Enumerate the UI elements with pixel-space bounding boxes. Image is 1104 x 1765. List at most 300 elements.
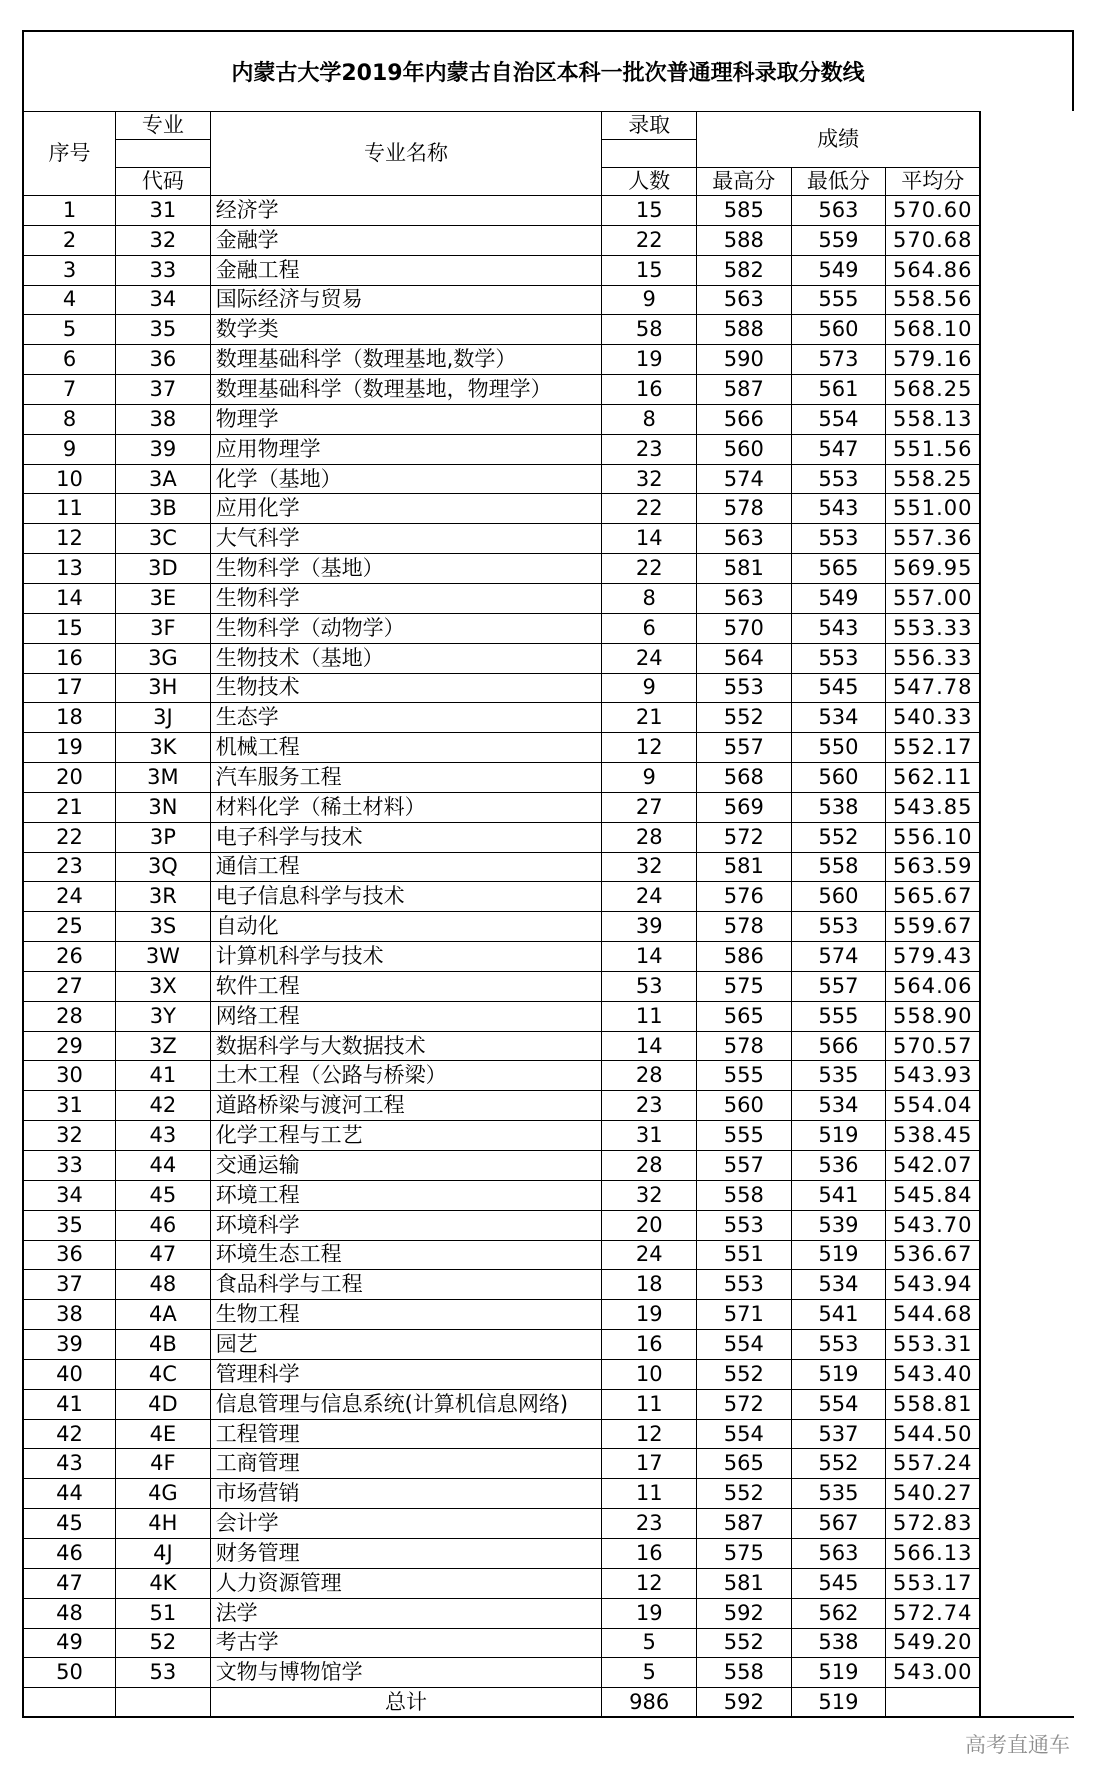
row-code: 3P (116, 822, 211, 852)
row-avg: 554.04 (886, 1091, 981, 1121)
header-major-top: 专业 (116, 112, 211, 140)
row-seq: 25 (23, 912, 116, 942)
total-code-blank (116, 1688, 211, 1718)
row-seq: 10 (23, 464, 116, 494)
row-code: 3Y (116, 1001, 211, 1031)
row-count: 9 (602, 673, 697, 703)
total-avg (886, 1688, 981, 1718)
table-title-text: 内蒙古大学2019年内蒙古自治区本科一批次普通理科录取分数线 (231, 61, 865, 86)
row-count: 16 (602, 1538, 697, 1568)
row-count: 58 (602, 315, 697, 345)
header-admit-top: 录取 (602, 112, 697, 140)
row-count: 27 (602, 792, 697, 822)
row-count: 28 (602, 822, 697, 852)
table-row (23, 315, 1074, 345)
row-seq: 46 (23, 1538, 116, 1568)
row-max: 552 (697, 1359, 792, 1389)
table-row (23, 763, 1074, 793)
row-count: 11 (602, 1001, 697, 1031)
row-seq: 29 (23, 1031, 116, 1061)
row-seq: 1 (23, 196, 116, 226)
row-avg: 572.83 (886, 1509, 981, 1539)
table-row (23, 1151, 1074, 1181)
row-seq: 36 (23, 1240, 116, 1270)
row-max: 555 (697, 1061, 792, 1091)
row-min: 545 (791, 1568, 886, 1598)
row-seq: 7 (23, 375, 116, 405)
row-min: 553 (791, 464, 886, 494)
header-admit-bottom: 人数 (602, 168, 697, 196)
table-row (23, 822, 1074, 852)
row-max: 560 (697, 434, 792, 464)
row-major-name: 环境科学 (210, 1210, 602, 1240)
row-count: 23 (602, 1091, 697, 1121)
table-row (23, 1091, 1074, 1121)
row-major-name: 生物技术 (210, 673, 602, 703)
row-major-name: 数据科学与大数据技术 (210, 1031, 602, 1061)
row-count: 23 (602, 1509, 697, 1539)
table-row (23, 464, 1074, 494)
row-max: 568 (697, 763, 792, 793)
row-min: 541 (791, 1300, 886, 1330)
row-avg: 544.68 (886, 1300, 981, 1330)
row-seq: 23 (23, 852, 116, 882)
row-min: 562 (791, 1598, 886, 1628)
row-major-name: 应用化学 (210, 494, 602, 524)
table-row (23, 404, 1074, 434)
table-row (23, 1568, 1074, 1598)
row-major-name: 大气科学 (210, 524, 602, 554)
row-code: 36 (116, 345, 211, 375)
row-count: 23 (602, 434, 697, 464)
row-code: 4K (116, 1568, 211, 1598)
row-max: 554 (697, 1330, 792, 1360)
row-min: 538 (791, 1628, 886, 1658)
row-major-name: 国际经济与贸易 (210, 285, 602, 315)
row-avg: 572.74 (886, 1598, 981, 1628)
total-seq-blank (23, 1688, 116, 1718)
row-max: 590 (697, 345, 792, 375)
row-avg: 543.40 (886, 1359, 981, 1389)
row-max: 563 (697, 583, 792, 613)
row-count: 18 (602, 1270, 697, 1300)
row-seq: 48 (23, 1598, 116, 1628)
row-major-name: 通信工程 (210, 852, 602, 882)
table-row (23, 1210, 1074, 1240)
row-max: 565 (697, 1001, 792, 1031)
row-seq: 6 (23, 345, 116, 375)
row-seq: 24 (23, 882, 116, 912)
row-avg: 552.17 (886, 733, 981, 763)
row-min: 563 (791, 1538, 886, 1568)
row-max: 569 (697, 792, 792, 822)
table-row (23, 434, 1074, 464)
row-code: 41 (116, 1061, 211, 1091)
row-avg: 559.67 (886, 912, 981, 942)
row-code: 3M (116, 763, 211, 793)
row-max: 565 (697, 1449, 792, 1479)
row-count: 28 (602, 1151, 697, 1181)
row-min: 553 (791, 524, 886, 554)
row-avg: 543.93 (886, 1061, 981, 1091)
table-row (23, 285, 1074, 315)
row-major-name: 生物技术（基地） (210, 643, 602, 673)
row-major-name: 会计学 (210, 1509, 602, 1539)
row-code: 47 (116, 1240, 211, 1270)
row-major-name: 交通运输 (210, 1151, 602, 1181)
row-max: 586 (697, 942, 792, 972)
row-major-name: 机械工程 (210, 733, 602, 763)
row-max: 564 (697, 643, 792, 673)
row-min: 550 (791, 733, 886, 763)
row-avg: 558.81 (886, 1389, 981, 1419)
row-count: 24 (602, 643, 697, 673)
row-avg: 570.60 (886, 196, 981, 226)
table-row (23, 1330, 1074, 1360)
row-count: 11 (602, 1479, 697, 1509)
row-avg: 564.06 (886, 971, 981, 1001)
row-code: 3S (116, 912, 211, 942)
row-count: 19 (602, 1300, 697, 1330)
row-min: 545 (791, 673, 886, 703)
row-major-name: 应用物理学 (210, 434, 602, 464)
row-max: 554 (697, 1419, 792, 1449)
row-min: 574 (791, 942, 886, 972)
row-seq: 18 (23, 703, 116, 733)
table-row (23, 1300, 1074, 1330)
row-seq: 32 (23, 1121, 116, 1151)
watermark: 高考直通车 (965, 1733, 1070, 1757)
row-max: 551 (697, 1240, 792, 1270)
row-max: 563 (697, 524, 792, 554)
row-max: 560 (697, 1091, 792, 1121)
row-min: 552 (791, 822, 886, 852)
row-major-name: 环境生态工程 (210, 1240, 602, 1270)
row-avg: 536.67 (886, 1240, 981, 1270)
row-seq: 45 (23, 1509, 116, 1539)
row-seq: 47 (23, 1568, 116, 1598)
header-min: 最低分 (791, 168, 886, 196)
row-seq: 15 (23, 613, 116, 643)
row-max: 578 (697, 912, 792, 942)
row-avg: 579.43 (886, 942, 981, 972)
row-code: 3J (116, 703, 211, 733)
row-count: 16 (602, 375, 697, 405)
row-count: 14 (602, 524, 697, 554)
row-min: 547 (791, 434, 886, 464)
row-seq: 41 (23, 1389, 116, 1419)
row-min: 552 (791, 1449, 886, 1479)
row-code: 3Q (116, 852, 211, 882)
row-code: 3Z (116, 1031, 211, 1061)
table-row (23, 1061, 1074, 1091)
row-major-name: 汽车服务工程 (210, 763, 602, 793)
row-min: 557 (791, 971, 886, 1001)
row-seq: 13 (23, 554, 116, 584)
row-seq: 5 (23, 315, 116, 345)
row-avg: 551.00 (886, 494, 981, 524)
row-code: 3K (116, 733, 211, 763)
table-row (23, 345, 1074, 375)
table-row (23, 583, 1074, 613)
table-row (23, 1419, 1074, 1449)
row-count: 15 (602, 255, 697, 285)
row-min: 519 (791, 1240, 886, 1270)
row-min: 535 (791, 1479, 886, 1509)
row-code: 45 (116, 1180, 211, 1210)
table-row (23, 1001, 1074, 1031)
row-major-name: 市场营销 (210, 1479, 602, 1509)
table-header (23, 112, 1074, 196)
row-avg: 562.11 (886, 763, 981, 793)
row-min: 553 (791, 1330, 886, 1360)
row-code: 4J (116, 1538, 211, 1568)
row-count: 14 (602, 1031, 697, 1061)
row-avg: 557.24 (886, 1449, 981, 1479)
row-count: 12 (602, 1568, 697, 1598)
row-avg: 558.90 (886, 1001, 981, 1031)
row-min: 535 (791, 1061, 886, 1091)
row-avg: 565.67 (886, 882, 981, 912)
row-count: 31 (602, 1121, 697, 1151)
table-row (23, 792, 1074, 822)
row-avg: 556.33 (886, 643, 981, 673)
row-major-name: 生物科学（基地） (210, 554, 602, 584)
row-major-name: 电子信息科学与技术 (210, 882, 602, 912)
row-seq: 14 (23, 583, 116, 613)
row-max: 552 (697, 1628, 792, 1658)
row-seq: 40 (23, 1359, 116, 1389)
row-max: 572 (697, 1389, 792, 1419)
row-min: 534 (791, 1270, 886, 1300)
row-code: 3A (116, 464, 211, 494)
admission-score-sheet (22, 30, 1074, 1718)
table-row (23, 613, 1074, 643)
row-avg: 538.45 (886, 1121, 981, 1151)
row-major-name: 计算机科学与技术 (210, 942, 602, 972)
row-code: 3D (116, 554, 211, 584)
row-max: 572 (697, 822, 792, 852)
row-max: 588 (697, 225, 792, 255)
row-major-name: 经济学 (210, 196, 602, 226)
table-row (23, 673, 1074, 703)
row-code: 3B (116, 494, 211, 524)
row-count: 16 (602, 1330, 697, 1360)
row-count: 32 (602, 852, 697, 882)
row-code: 44 (116, 1151, 211, 1181)
row-major-name: 管理科学 (210, 1359, 602, 1389)
row-avg: 540.27 (886, 1479, 981, 1509)
table-row (23, 1628, 1074, 1658)
row-code: 4D (116, 1389, 211, 1419)
total-label: 总计 (210, 1688, 602, 1718)
table-row (23, 882, 1074, 912)
row-avg: 542.07 (886, 1151, 981, 1181)
row-code: 3C (116, 524, 211, 554)
row-code: 4C (116, 1359, 211, 1389)
row-min: 565 (791, 554, 886, 584)
row-code: 4E (116, 1419, 211, 1449)
row-major-name: 考古学 (210, 1628, 602, 1658)
row-avg: 566.13 (886, 1538, 981, 1568)
row-seq: 35 (23, 1210, 116, 1240)
row-min: 538 (791, 792, 886, 822)
row-code: 31 (116, 196, 211, 226)
row-count: 19 (602, 345, 697, 375)
row-count: 10 (602, 1359, 697, 1389)
row-max: 566 (697, 404, 792, 434)
row-max: 553 (697, 673, 792, 703)
row-avg: 545.84 (886, 1180, 981, 1210)
row-min: 554 (791, 404, 886, 434)
table-row (23, 196, 1074, 226)
row-code: 42 (116, 1091, 211, 1121)
row-avg: 543.70 (886, 1210, 981, 1240)
row-min: 573 (791, 345, 886, 375)
row-code: 32 (116, 225, 211, 255)
row-max: 557 (697, 1151, 792, 1181)
row-count: 8 (602, 583, 697, 613)
row-major-name: 环境工程 (210, 1180, 602, 1210)
row-count: 9 (602, 763, 697, 793)
row-major-name: 数理基础科学（数理基地,数学） (210, 345, 602, 375)
row-max: 558 (697, 1180, 792, 1210)
table-row (23, 1509, 1074, 1539)
row-max: 585 (697, 196, 792, 226)
row-count: 28 (602, 1061, 697, 1091)
row-avg: 557.36 (886, 524, 981, 554)
row-min: 549 (791, 583, 886, 613)
row-min: 541 (791, 1180, 886, 1210)
row-min: 555 (791, 1001, 886, 1031)
row-code: 43 (116, 1121, 211, 1151)
row-min: 519 (791, 1359, 886, 1389)
row-code: 3H (116, 673, 211, 703)
table-row (23, 554, 1074, 584)
row-max: 581 (697, 1568, 792, 1598)
table-row (23, 524, 1074, 554)
row-min: 549 (791, 255, 886, 285)
row-min: 567 (791, 1509, 886, 1539)
header-major-blank (116, 140, 211, 168)
table-row (23, 1538, 1074, 1568)
table-row (23, 1180, 1074, 1210)
row-code: 35 (116, 315, 211, 345)
row-avg: 568.10 (886, 315, 981, 345)
row-code: 39 (116, 434, 211, 464)
row-avg: 543.00 (886, 1658, 981, 1688)
row-count: 9 (602, 285, 697, 315)
row-min: 560 (791, 882, 886, 912)
row-max: 576 (697, 882, 792, 912)
row-max: 553 (697, 1270, 792, 1300)
row-min: 536 (791, 1151, 886, 1181)
table-row (23, 255, 1074, 285)
row-avg: 547.78 (886, 673, 981, 703)
row-code: 34 (116, 285, 211, 315)
table-footer (23, 1688, 1074, 1718)
row-major-name: 食品科学与工程 (210, 1270, 602, 1300)
row-count: 24 (602, 1240, 697, 1270)
row-count: 53 (602, 971, 697, 1001)
row-min: 519 (791, 1658, 886, 1688)
row-max: 574 (697, 464, 792, 494)
row-min: 553 (791, 912, 886, 942)
row-count: 14 (602, 942, 697, 972)
row-seq: 42 (23, 1419, 116, 1449)
row-min: 537 (791, 1419, 886, 1449)
table-row (23, 852, 1074, 882)
row-seq: 30 (23, 1061, 116, 1091)
row-major-name: 金融工程 (210, 255, 602, 285)
row-min: 543 (791, 494, 886, 524)
row-count: 5 (602, 1628, 697, 1658)
table-row (23, 942, 1074, 972)
row-code: 3X (116, 971, 211, 1001)
row-count: 11 (602, 1389, 697, 1419)
row-code: 3F (116, 613, 211, 643)
row-major-name: 工程管理 (210, 1419, 602, 1449)
total-min: 519 (791, 1688, 886, 1718)
table-row (23, 912, 1074, 942)
row-seq: 50 (23, 1658, 116, 1688)
row-code: 48 (116, 1270, 211, 1300)
row-seq: 34 (23, 1180, 116, 1210)
row-major-name: 电子科学与技术 (210, 822, 602, 852)
admission-table (22, 111, 1074, 1718)
table-row (23, 1598, 1074, 1628)
row-avg: 556.10 (886, 822, 981, 852)
row-seq: 39 (23, 1330, 116, 1360)
row-code: 46 (116, 1210, 211, 1240)
row-seq: 33 (23, 1151, 116, 1181)
row-seq: 19 (23, 733, 116, 763)
table-row (23, 1121, 1074, 1151)
row-seq: 21 (23, 792, 116, 822)
row-seq: 31 (23, 1091, 116, 1121)
row-major-name: 法学 (210, 1598, 602, 1628)
header-score-group: 成绩 (697, 112, 981, 168)
row-min: 543 (791, 613, 886, 643)
row-max: 587 (697, 1509, 792, 1539)
row-min: 566 (791, 1031, 886, 1061)
row-seq: 12 (23, 524, 116, 554)
row-major-name: 工商管理 (210, 1449, 602, 1479)
row-code: 4F (116, 1449, 211, 1479)
row-max: 552 (697, 1479, 792, 1509)
row-major-name: 文物与博物馆学 (210, 1658, 602, 1688)
table-row (23, 1479, 1074, 1509)
table-row (23, 1031, 1074, 1061)
row-major-name: 道路桥梁与渡河工程 (210, 1091, 602, 1121)
row-count: 39 (602, 912, 697, 942)
row-avg: 543.85 (886, 792, 981, 822)
row-major-name: 材料化学（稀土材料） (210, 792, 602, 822)
row-avg: 540.33 (886, 703, 981, 733)
table-row (23, 971, 1074, 1001)
row-avg: 564.86 (886, 255, 981, 285)
row-count: 32 (602, 1180, 697, 1210)
row-seq: 9 (23, 434, 116, 464)
row-max: 578 (697, 494, 792, 524)
row-code: 3E (116, 583, 211, 613)
row-major-name: 网络工程 (210, 1001, 602, 1031)
row-max: 588 (697, 315, 792, 345)
row-max: 555 (697, 1121, 792, 1151)
row-major-name: 生态学 (210, 703, 602, 733)
row-max: 581 (697, 852, 792, 882)
row-code: 52 (116, 1628, 211, 1658)
